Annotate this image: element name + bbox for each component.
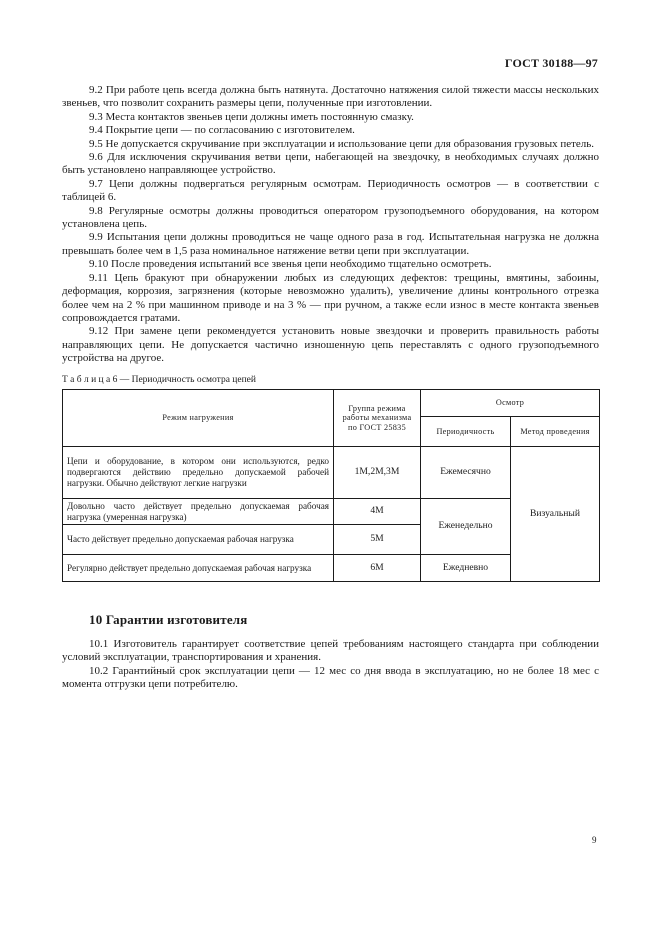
paragraph-9-4: 9.4 Покрытие цепи — по согласованию с изготовителем. xyxy=(89,124,355,137)
document-code: ГОСТ 30188—97 xyxy=(504,56,598,70)
inspection-table xyxy=(62,389,600,582)
header-mode: Режим нагружения xyxy=(63,390,334,447)
cell-method: Визуальный xyxy=(511,447,600,582)
cell-periodicity: Еженедельно xyxy=(421,499,511,555)
section-title: 10 Гарантии изготовителя xyxy=(89,612,248,627)
cell-periodicity: Ежемесячно xyxy=(421,447,511,499)
paragraph-9-2: 9.2 При работе цепь всегда должна быть натянута. Достаточно натяжения силой тяжести массы нескольких звеньев, что позволит сохранить размеры цепи, полученные при изготовлении. xyxy=(62,84,599,110)
paragraph-10-1: 10.1 Изготовитель гарантирует соответствие цепей требованиям настоящего стандарта при соблюдении условий эксплуатации, транспортирования и хранения. xyxy=(62,638,599,664)
paragraph-9-12: 9.12 При замене цепи рекомендуется установить новые звездочки и проверить правильность работы направляющих цепи. Не допускается частично изношенную цепь переставлять с одного грузоподъемного устройства на другое. xyxy=(62,325,599,365)
paragraph-9-9: 9.9 Испытания цепи должны проводиться не чаще одного раза в год. Испытательная нагрузка не должна превышать более чем в 1,5 раза номинальное натяжение ветви цепи при эксплуатации. xyxy=(62,231,599,257)
paragraph-9-10: 9.10 После проведения испытаний все звенья цепи необходимо тщательно осмотреть. xyxy=(89,258,492,271)
cell-mode: Часто действует предельно допускаемая рабочая нагрузка xyxy=(63,525,334,555)
body-text-top xyxy=(62,84,599,366)
paragraph-9-11: 9.11 Цепь бракуют при обнаружении любых из следующих дефектов: трещины, вмятины, забоины, деформация, коррозия, загрязнения (которые невозможно удалить), увеличение длины контрольного отрезка более чем на 2 % при машинном приводе и на 3 % — при ручном, а также если износ в месте контакта звеньев сопровождается гратами. xyxy=(62,271,599,324)
cell-group: 5М xyxy=(334,525,421,555)
paragraph-9-6: 9.6 Для исключения скручивания ветви цепи, набегающей на звездочку, в необходимых случаях должно быть установлено направляющее устройство. xyxy=(62,151,599,177)
header-group: Группа режима работы механизма по ГОСТ 25835 xyxy=(334,390,421,447)
cell-group: 6М xyxy=(334,555,421,582)
table-caption: Т а б л и ц а 6 — Периодичность осмотра цепей xyxy=(62,375,256,385)
cell-mode: Довольно часто действует предельно допускаемая рабочая нагрузка (умеренная нагрузка) xyxy=(63,499,334,525)
cell-group: 1М,2М,3М xyxy=(334,447,421,499)
paragraph-9-3: 9.3 Места контактов звеньев цепи должны иметь постоянную смазку. xyxy=(89,110,414,123)
header-inspection: Осмотр xyxy=(421,390,600,417)
header-method: Метод проведения xyxy=(511,417,600,447)
table-row xyxy=(63,447,600,499)
page-number: 9 xyxy=(592,835,597,845)
cell-periodicity: Ежедневно xyxy=(421,555,511,582)
paragraph-9-7: 9.7 Цепи должны подвергаться регулярным осмотрам. Периодичность осмотров — в соответствии с таблицей 6. xyxy=(62,177,599,204)
cell-mode: Цепи и оборудование, в котором они используются, редко подвергаются действию предельно допускаемой рабочей нагрузки. Обычно действуют легкие нагрузки xyxy=(63,447,334,499)
header-periodicity: Периодичность xyxy=(421,417,511,447)
body-text-bottom xyxy=(62,638,599,692)
paragraph-9-8: 9.8 Регулярные осмотры должны проводиться оператором грузоподъемного оборудования, на котором установлена цепь. xyxy=(62,204,599,231)
paragraph-9-5: 9.5 Не допускается скручивание при эксплуатации и использование цепи для образования грузовых петель. xyxy=(89,137,595,150)
cell-group: 4М xyxy=(334,499,421,525)
paragraph-10-2: 10.2 Гарантийный срок эксплуатации цепи — 12 мес со дня ввода в эксплуатацию, но не более 18 мес с момента отгрузки цепи потребителю. xyxy=(62,664,599,691)
cell-mode: Регулярно действует предельно допускаемая рабочая нагрузка xyxy=(63,555,334,582)
